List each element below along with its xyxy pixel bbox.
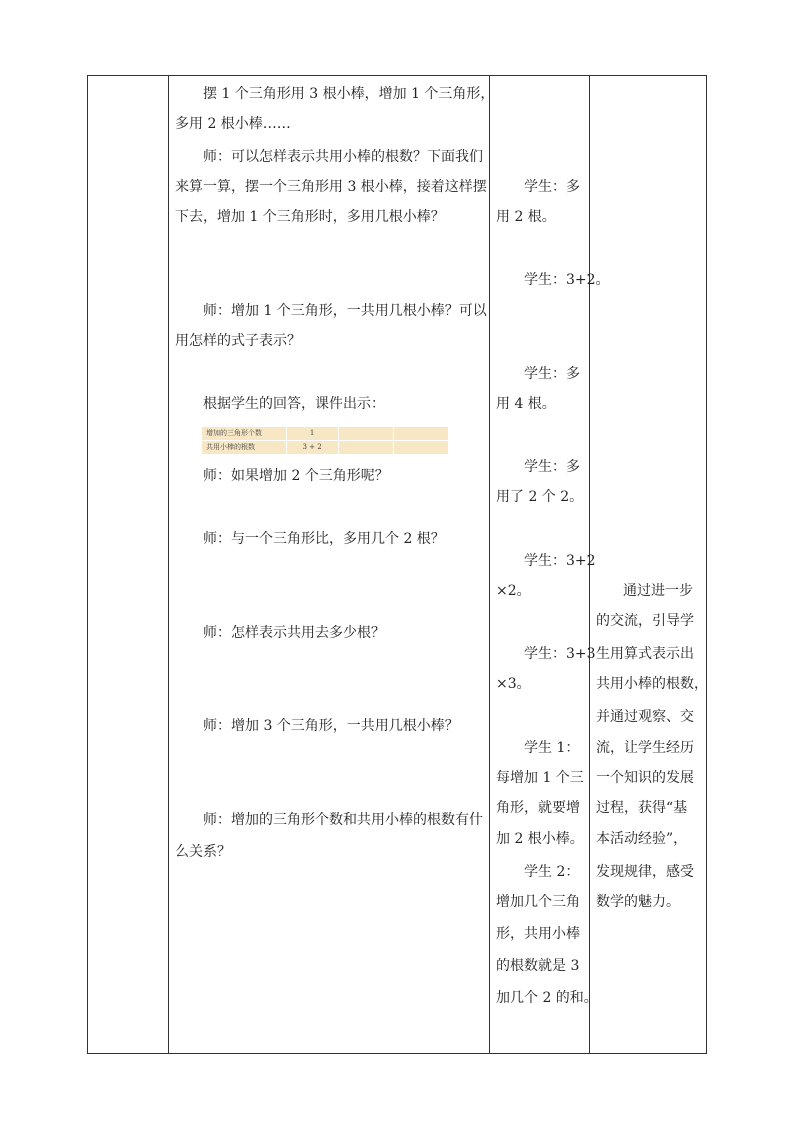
student-text: 的根数就是 3 xyxy=(496,958,580,974)
table-cell xyxy=(393,441,448,455)
student-text: 学生：多 xyxy=(524,459,580,475)
teacher-text: 么关系？ xyxy=(175,844,231,860)
student-text: ×2。 xyxy=(496,583,531,599)
teacher-text: 师：增加的三角形个数和共用小棒的根数有什 xyxy=(203,812,483,828)
table-cell: 1 xyxy=(286,427,338,441)
intent-text: 生用算式表示出 xyxy=(596,646,694,662)
student-text: 学生 2： xyxy=(524,864,580,880)
intent-text: 共用小棒的根数， xyxy=(596,676,708,692)
teacher-text: 多用 2 根小棒…… xyxy=(175,116,291,132)
student-text: 增加几个三角 xyxy=(496,894,580,910)
student-text: 用了 2 个 2。 xyxy=(496,489,584,505)
teacher-text: 师：怎样表示共用去多少根？ xyxy=(203,625,385,641)
column-divider-2 xyxy=(489,75,490,1054)
student-text: 用 2 根。 xyxy=(496,209,556,225)
student-text: 学生：多 xyxy=(524,179,580,195)
column-divider-1 xyxy=(168,75,169,1054)
teacher-text: 来算一算，摆一个三角形用 3 根小棒，接着这样摆 xyxy=(175,179,487,195)
teacher-text: 师：增加 1 个三角形，一共用几根小棒？可以 xyxy=(203,303,487,319)
intent-text: 过程，获得“基 xyxy=(596,800,688,816)
student-text: 学生：多 xyxy=(524,366,580,382)
teacher-text: 下去，增加 1 个三角形时，多用几根小棒？ xyxy=(175,209,445,225)
intent-text: 本活动经验”， xyxy=(596,831,688,847)
student-text: 角形，就要增 xyxy=(496,800,580,816)
student-text: 学生：3+2 xyxy=(524,553,596,569)
table-row xyxy=(202,427,449,441)
teacher-text: 用怎样的式子表示？ xyxy=(175,333,301,349)
table-cell: 共用小棒的根数 xyxy=(202,441,286,455)
teacher-text: 师：如果增加 2 个三角形呢？ xyxy=(203,468,389,484)
student-text: ×3。 xyxy=(496,676,531,692)
table-cell: 增加的三角形个数 xyxy=(202,427,286,441)
intent-text: 发现规律，感受 xyxy=(596,864,694,880)
student-text: 用 4 根。 xyxy=(496,396,556,412)
student-text: 形，共用小棒 xyxy=(496,926,580,942)
intent-text: 一个知识的发展 xyxy=(596,770,694,786)
table-cell: 3 + 2 xyxy=(286,441,338,455)
student-text: 加 2 根小棒。 xyxy=(496,831,584,847)
intent-text: 通过进一步 xyxy=(623,583,693,599)
intent-text: 数学的魅力。 xyxy=(596,894,680,910)
intent-text: 的交流，引导学 xyxy=(596,613,694,629)
table-row xyxy=(202,441,449,455)
student-text: 每增加 1 个三 xyxy=(496,770,584,786)
teacher-text: 师：可以怎样表示共用小棒的根数？下面我们 xyxy=(203,149,483,165)
table-cell xyxy=(338,441,393,455)
intent-text: 并通过观察、交 xyxy=(596,709,694,725)
student-text: 学生：3+3 xyxy=(524,646,596,662)
table-cell xyxy=(393,427,448,441)
courseware-table xyxy=(202,427,449,455)
teacher-text: 摆 1 个三角形用 3 根小棒，增加 1 个三角形， xyxy=(203,86,495,102)
teacher-text: 师：增加 3 个三角形，一共用几根小棒？ xyxy=(203,718,459,734)
student-text: 学生：3+2。 xyxy=(524,272,610,288)
teacher-text: 师：与一个三角形比，多用几个 2 根？ xyxy=(203,531,445,547)
teacher-text: 根据学生的回答，课件出示： xyxy=(203,396,385,412)
student-text: 加几个 2 的和。 xyxy=(496,990,598,1006)
table-cell xyxy=(338,427,393,441)
intent-text: 流，让学生经历 xyxy=(596,740,694,756)
student-text: 学生 1： xyxy=(524,740,580,756)
